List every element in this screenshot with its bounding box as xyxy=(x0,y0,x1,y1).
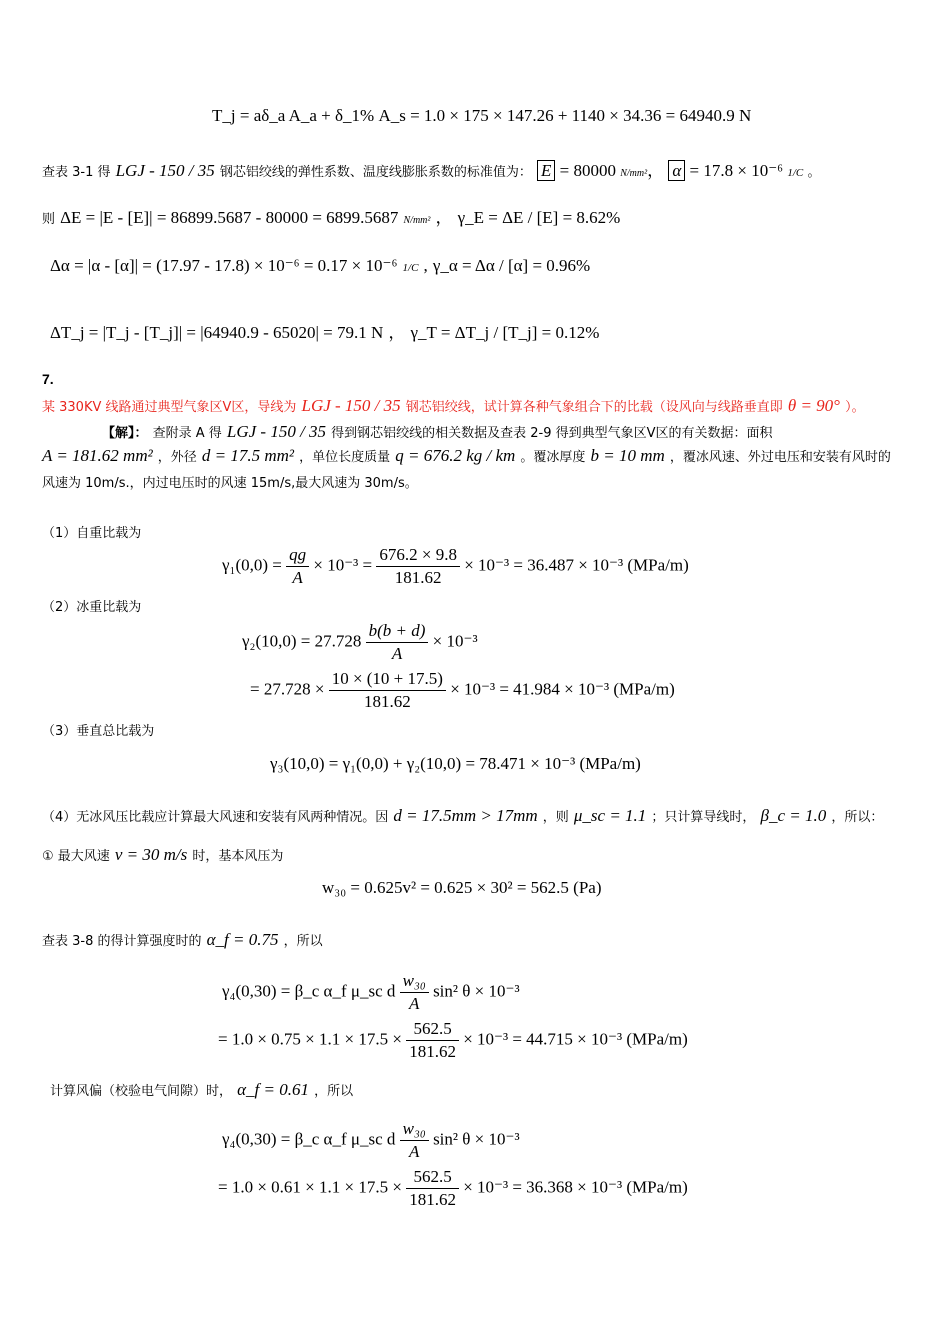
s1-frac-1 xyxy=(286,544,309,589)
s2-frac-2-num: 10 × (10 + 17.5) xyxy=(329,668,446,691)
s4-beta: β_c = 1.0 xyxy=(760,806,827,825)
g4b-frac-1-den: A xyxy=(409,1142,420,1161)
mass-value: q = 676.2 kg / km xyxy=(395,446,516,465)
section-4-text xyxy=(42,806,883,826)
g4b-frac-2-num: 562.5 xyxy=(406,1166,459,1189)
problem-theta: θ = 90° xyxy=(787,396,840,415)
equation-wind-load-strength-1 xyxy=(222,970,520,1015)
g4b-frac-2-den: 181.62 xyxy=(409,1190,456,1209)
area-value: A = 181.62 mm² xyxy=(42,446,153,465)
text-middle: 钢芯铝绞线的弹性系数、温度线膨胀系数的标准值为： xyxy=(219,165,532,180)
equation-tension-text: T_j = aδ_a A_a + δ_1% A_s = 1.0 × 175 × 147.26 + 1140 × 34.36 = 64940.9 N xyxy=(212,106,752,125)
g4a-frac-1-num: w₃₀ xyxy=(400,970,429,993)
table-3-8-text xyxy=(42,930,323,950)
solution-text-2b: ，单位长度质量 xyxy=(299,450,391,465)
g4a-frac-2 xyxy=(406,1018,459,1063)
delta-t-body: ΔT_j = |T_j - [T_j]| = |64940.9 - 65020| = 79.1 N xyxy=(50,323,384,342)
problem-model: LGJ - 150 / 35 xyxy=(301,396,401,415)
wind-dev-alpha-f: α_f = 0.61 xyxy=(237,1080,309,1099)
t38-text-a: 查表 3-8 的得计算强度时的 xyxy=(42,934,202,949)
s4-text-4: ，所以： xyxy=(831,810,884,825)
g4a-line2-b: × 10⁻³ = 44.715 × 10⁻³ (MPa/m) xyxy=(463,1029,688,1049)
s4-text-3: ；只计算导线时， xyxy=(651,810,756,825)
s4-musc: μ_sc = 1.1 xyxy=(573,806,647,825)
g4b-line2-b: × 10⁻³ = 36.368 × 10⁻³ (MPa/m) xyxy=(463,1177,688,1197)
s1-frac-1-num: qg xyxy=(286,544,309,567)
solution-text-1b: 得到钢芯铝绞线的相关数据及查表 2-9 得到典型气象区Ⅴ区的有关数据：面积 xyxy=(331,426,773,441)
equation-wind-load-deviation-1 xyxy=(222,1118,520,1163)
s1-frac-2-num: 676.2 × 9.8 xyxy=(376,544,460,567)
equation-delta-e: 则 ΔE = |E - [E]| = 86899.5687 - 80000 = 6899.5687 N/mm² ， γ_E = ΔE / [E] = 8.62% xyxy=(42,208,621,227)
delta-e-body: ΔE = |E - [E]| = 86899.5687 - 80000 = 6899.5687 xyxy=(60,208,399,227)
equation-delta-t: ΔT_j = |T_j - [T_j]| = |64940.9 - 65020| = 79.1 N ， γ_T = ΔT_j / [T_j] = 0.12% xyxy=(50,323,600,342)
s2-frac-1 xyxy=(366,620,429,665)
solution-model: LGJ - 150 / 35 xyxy=(226,422,327,441)
elastic-value: 80000 xyxy=(573,161,616,180)
case-1-text-a: ① 最大风速 xyxy=(42,849,110,864)
s1-frac-1-den: A xyxy=(292,568,303,587)
diameter-value: d = 17.5 mm² xyxy=(201,446,295,465)
g4a-lhs: γ₄(0,30) = β_c α_f μ_sc d xyxy=(222,981,396,1001)
g4b-line2-a: = 1.0 × 0.61 × 1.1 × 17.5 × xyxy=(218,1177,402,1197)
wind-deviation-text xyxy=(50,1080,353,1100)
delta-alpha-unit: 1/C xyxy=(402,262,419,274)
gamma-e: γ_E = ΔE / [E] = 8.62% xyxy=(457,208,621,227)
g4b-tail: sin² θ × 10⁻³ xyxy=(433,1129,520,1149)
g4b-lhs: γ₄(0,30) = β_c α_f μ_sc d xyxy=(222,1129,396,1149)
g4a-frac-2-den: 181.62 xyxy=(409,1042,456,1061)
ice-thickness: b = 10 mm xyxy=(590,446,665,465)
s2-line2-a: = 27.728 × xyxy=(250,679,325,699)
problem-text-a: 某 330KV 线路通过典型气象区Ⅴ区，导线为 xyxy=(42,400,297,415)
solution-line-3: 风速为 10m/s.，内过电压时的风速 15m/s,最大风速为 30m/s。 xyxy=(42,476,418,491)
paragraph-table-3-1 xyxy=(42,156,821,181)
solution-text-2d: ，覆冰风速、外过电压和安装有风时的 xyxy=(669,450,891,465)
s1-part-2: × 10⁻³ = 36.487 × 10⁻³ (MPa/m) xyxy=(464,555,689,575)
wind-dev-text-b: ，所以 xyxy=(314,1084,354,1099)
s1-lhs: γ₁(0,0) = xyxy=(222,555,282,575)
s2-frac-2 xyxy=(329,668,446,713)
problem-statement xyxy=(42,396,865,416)
s2-frac-1-num: b(b + d) xyxy=(366,620,429,643)
case-1-text-b: 时，基本风压为 xyxy=(192,849,284,864)
solution-text-2c: 。覆冰厚度 xyxy=(520,450,586,465)
equation-ice-weight-1 xyxy=(242,620,478,665)
case-1-text xyxy=(42,845,283,865)
section-1-heading: （1）自重比载为 xyxy=(42,526,142,541)
elastic-standard: E = 80000 N/mm²， xyxy=(537,161,668,180)
g4a-tail: sin² θ × 10⁻³ xyxy=(433,981,520,1001)
elastic-unit: N/mm² xyxy=(620,168,648,179)
equation-self-weight xyxy=(222,544,689,589)
problem-number: 7. xyxy=(42,371,54,387)
s2-part-2: × 10⁻³ = 41.984 × 10⁻³ (MPa/m) xyxy=(450,679,675,699)
s1-frac-2-den: 181.62 xyxy=(394,568,442,587)
section-3-heading: （3）垂直总比载为 xyxy=(42,724,155,739)
equation-vertical-total: γ₃(10,0) = γ₁(0,0) + γ₂(10,0) = 78.471 × 10⁻³ (MPa/m) xyxy=(270,754,641,773)
g4a-frac-2-num: 562.5 xyxy=(406,1018,459,1041)
solution-line-1 xyxy=(102,422,773,442)
solution-line-2 xyxy=(42,446,891,466)
equation-wind-load-strength-2 xyxy=(218,1018,688,1063)
g4b-frac-1-num: w₃₀ xyxy=(400,1118,429,1141)
equation-ice-weight-2 xyxy=(250,668,675,713)
s4-text-2: ，则 xyxy=(542,810,569,825)
t38-alpha-f: α_f = 0.75 xyxy=(206,930,279,949)
alpha-value: 17.8 × 10⁻⁶ xyxy=(703,161,784,180)
gamma-t: γ_T = ΔT_j / [T_j] = 0.12% xyxy=(410,323,600,342)
g4b-frac-1 xyxy=(400,1118,429,1163)
alpha-standard: α = 17.8 × 10⁻⁶ 1/C xyxy=(668,161,807,180)
s2-frac-2-den: 181.62 xyxy=(363,692,411,711)
text-lead: 则 xyxy=(42,212,56,227)
equation-wind-pressure: w₃₀ = 0.625v² = 0.625 × 30² = 562.5 (Pa) xyxy=(322,878,602,897)
equation-wind-load-deviation-2 xyxy=(218,1166,688,1211)
s2-lhs: γ₂(10,0) = 27.728 xyxy=(242,631,362,651)
s4-condition: d = 17.5mm > 17mm xyxy=(393,806,538,825)
solution-text-2a: ，外径 xyxy=(157,450,197,465)
equation-delta-alpha: Δα = |α - [α]| = (17.97 - 17.8) × 10⁻⁶ = 0.17 × 10⁻⁶ 1/C , γ_α = Δα / [α] = 0.96% xyxy=(50,256,591,275)
problem-text-c: ）。 xyxy=(845,400,865,415)
conductor-model: LGJ - 150 / 35 xyxy=(115,161,215,180)
section-2-heading: （2）冰重比载为 xyxy=(42,600,142,615)
t38-text-b: ，所以 xyxy=(283,934,323,949)
text-end: 。 xyxy=(807,165,821,180)
solution-label: 【解】： xyxy=(102,426,148,441)
s2-part-1: × 10⁻³ xyxy=(432,631,478,651)
delta-alpha-body: Δα = |α - [α]| = (17.97 - 17.8) × 10⁻⁶ = 0.17 × 10⁻⁶ xyxy=(50,256,398,275)
wind-dev-text-a: 计算风偏（校验电气间隙）时， xyxy=(50,1084,233,1099)
g4a-frac-1 xyxy=(400,970,429,1015)
s1-frac-2 xyxy=(376,544,460,589)
text-prefix: 查表 3-1 得 xyxy=(42,165,111,180)
problem-text-b: 钢芯铝绞线，试计算各种气象组合下的比载（设风向与线路垂直即 xyxy=(405,400,783,415)
g4a-line2-a: = 1.0 × 0.75 × 1.1 × 17.5 × xyxy=(218,1029,402,1049)
case-1-speed: v = 30 m/s xyxy=(114,845,188,864)
s2-frac-1-den: A xyxy=(391,644,403,663)
equation-tension xyxy=(212,106,751,126)
g4a-frac-1-den: A xyxy=(409,994,420,1013)
gamma-alpha: γ_α = Δα / [α] = 0.96% xyxy=(432,256,591,275)
delta-e-unit: N/mm² xyxy=(403,215,431,226)
s1-part-1: × 10⁻³ = xyxy=(313,555,373,575)
s4-text-1: （4）无冰风压比载应计算最大风速和安装有风两种情况。因 xyxy=(42,810,389,825)
solution-text-1a: 查附录 A 得 xyxy=(152,426,222,441)
alpha-unit: 1/C xyxy=(787,167,804,179)
g4b-frac-2 xyxy=(406,1166,459,1211)
